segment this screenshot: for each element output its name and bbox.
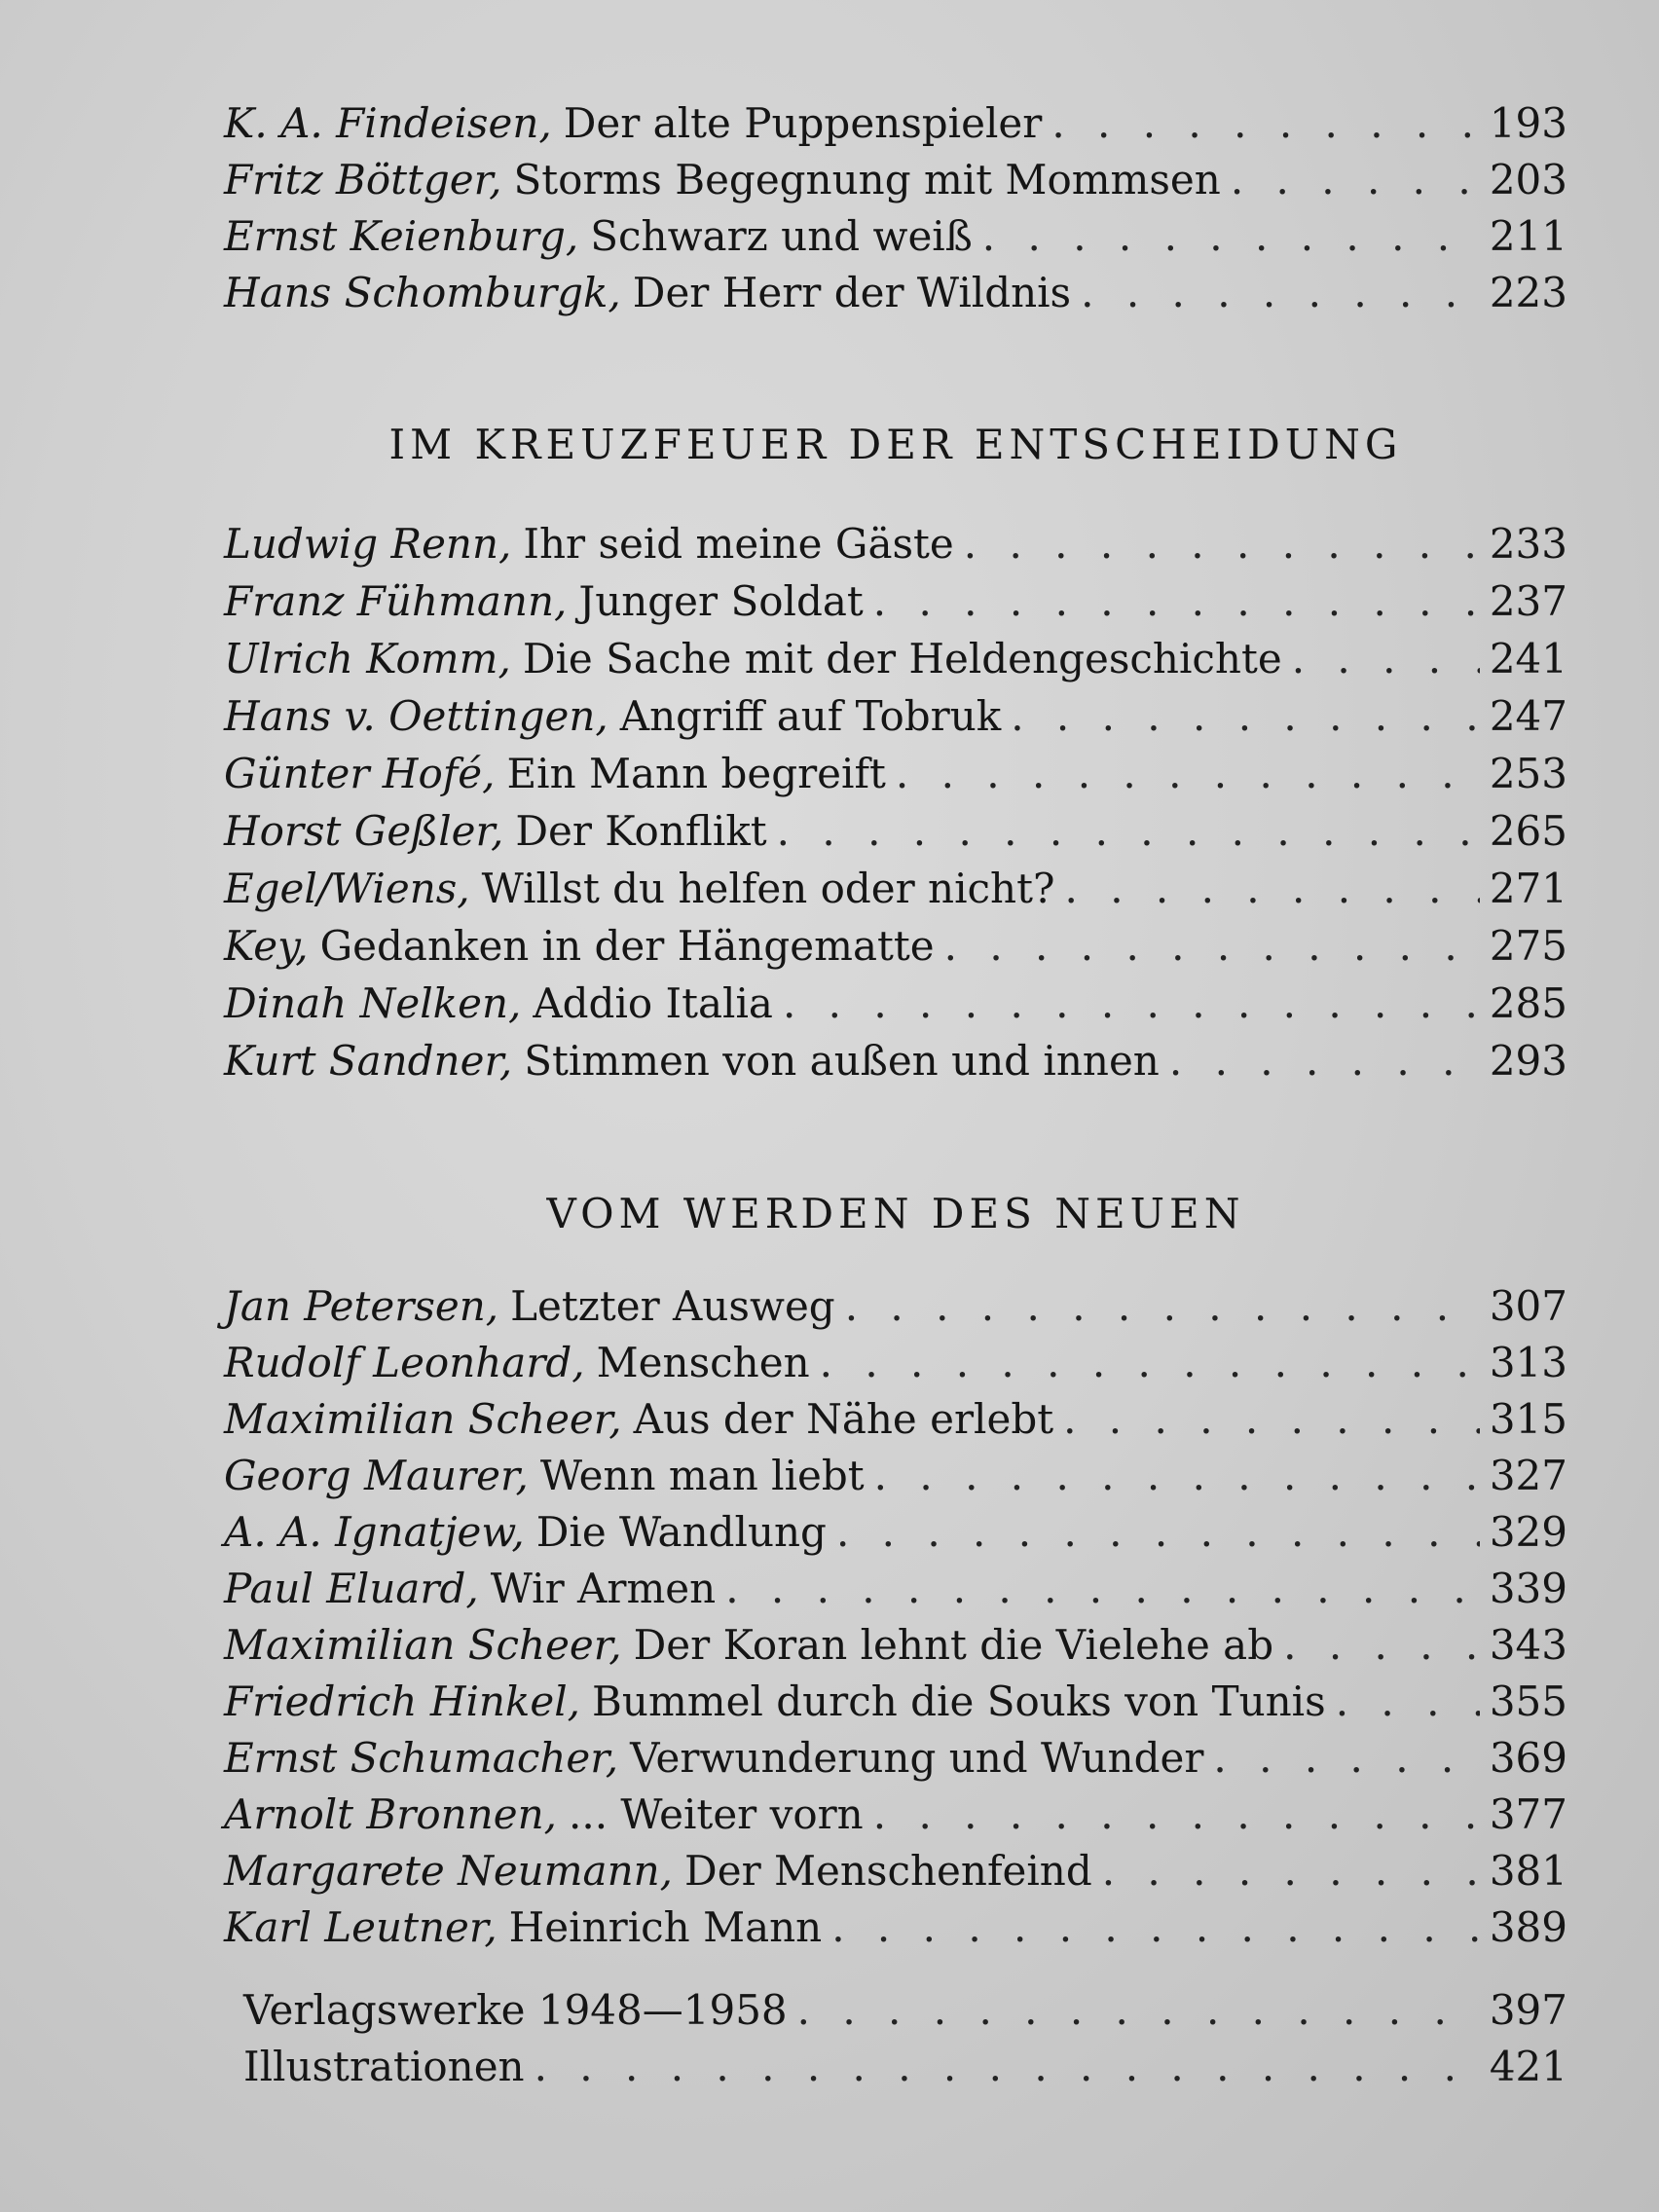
entry-author: Egel/Wiens, — [224, 865, 470, 912]
toc-entry — [224, 918, 1567, 975]
toc-entry — [224, 1899, 1567, 1956]
entry-title: Illustrationen — [243, 2043, 525, 2090]
entry-title: Wir Armen — [490, 1565, 717, 1612]
entry-page: 339 — [1489, 1565, 1567, 1612]
entry-author: Ludwig Renn, — [224, 520, 512, 568]
entry-page: 211 — [1489, 212, 1567, 260]
dot-leader — [1283, 1617, 1480, 1674]
entry-author: Friedrich Hinkel, — [224, 1677, 581, 1725]
entry-page: 389 — [1489, 1903, 1567, 1951]
section-heading: VOM WERDEN DES NEUEN — [546, 1190, 1245, 1237]
entry-title: Letzter Ausweg — [510, 1282, 835, 1330]
entry-page: 233 — [1489, 520, 1567, 568]
entry-title: Verlagswerke 1948—1958 — [243, 1986, 788, 2034]
entry-author: Jan Petersen, — [224, 1282, 499, 1330]
dot-leader — [783, 976, 1480, 1032]
dot-leader — [873, 573, 1480, 630]
toc-entry — [243, 1982, 1567, 2039]
dot-leader — [964, 516, 1480, 572]
toc-entry — [224, 746, 1567, 802]
entry-title: Ihr seid meine Gäste — [523, 520, 954, 568]
entry-author: Franz Fühmann, — [224, 577, 568, 625]
dot-leader — [1063, 1391, 1480, 1448]
entry-title: Heinrich Mann — [508, 1903, 823, 1951]
entry-author: A. A. Ignatjew, — [224, 1508, 525, 1556]
entry-title: Der Koran lehnt die Vielehe ab — [633, 1621, 1274, 1669]
entry-title: Der Konflikt — [515, 807, 767, 855]
toc-entry — [224, 688, 1567, 745]
toc-entry — [224, 1335, 1567, 1391]
entry-title: Der Menschenfeind — [684, 1847, 1092, 1895]
entry-author: Paul Eluard, — [224, 1565, 479, 1612]
toc-entry — [224, 631, 1567, 687]
entry-author: Arnolt Bronnen, — [224, 1790, 557, 1838]
toc-entry — [224, 573, 1567, 630]
entry-author: K. A. Findeisen, — [224, 99, 552, 147]
toc-entry — [224, 1674, 1567, 1730]
entry-page: 293 — [1489, 1037, 1567, 1085]
entry-title: Addio Italia — [533, 979, 773, 1027]
entry-title: Schwarz und weiß — [590, 212, 973, 260]
toc-entry — [224, 1787, 1567, 1843]
entry-author: Maximilian Scheer, — [224, 1395, 622, 1443]
entry-page: 241 — [1489, 635, 1567, 682]
dot-leader — [797, 1982, 1480, 2039]
dot-leader — [874, 1448, 1480, 1504]
toc-entry — [224, 1278, 1567, 1335]
entry-author: Günter Hofé, — [224, 750, 496, 797]
dot-leader — [873, 1787, 1480, 1843]
dot-leader — [1065, 861, 1480, 917]
entry-page: 397 — [1489, 1986, 1567, 2034]
toc-entry — [224, 976, 1567, 1032]
dot-leader — [1169, 1033, 1480, 1089]
toc-entry — [224, 1504, 1567, 1561]
entry-author: Karl Leutner, — [224, 1903, 498, 1951]
entry-title: Verwunderung und Wunder — [630, 1734, 1204, 1782]
entry-title: ... Weiter vorn — [569, 1790, 864, 1838]
toc-entry — [224, 208, 1567, 265]
dot-leader — [1292, 631, 1480, 687]
entry-page: 271 — [1489, 865, 1567, 912]
entry-page: 193 — [1489, 99, 1567, 147]
entry-page: 203 — [1489, 156, 1567, 203]
toc-entry — [224, 861, 1567, 917]
entry-author: Hans v. Oettingen, — [224, 692, 608, 740]
entry-title: Der alte Puppenspieler — [563, 99, 1043, 147]
entry-title: Willst du helfen oder nicht? — [481, 865, 1055, 912]
toc-entry — [224, 152, 1567, 208]
entry-page: 285 — [1489, 979, 1567, 1027]
dot-leader — [896, 746, 1480, 802]
entry-title: Die Wandlung — [535, 1508, 827, 1556]
toc-entry — [224, 1033, 1567, 1089]
entry-page: 237 — [1489, 577, 1567, 625]
entry-page: 247 — [1489, 692, 1567, 740]
dot-leader — [1336, 1674, 1480, 1730]
entry-page: 329 — [1489, 1508, 1567, 1556]
dot-leader — [836, 1504, 1480, 1561]
entry-page: 327 — [1489, 1452, 1567, 1499]
entry-author: Ulrich Komm, — [224, 635, 511, 682]
toc-entry — [224, 1730, 1567, 1787]
section-heading: IM KREUZFEUER DER ENTSCHEIDUNG — [388, 421, 1403, 468]
dot-leader — [1231, 152, 1480, 208]
dot-leader — [1102, 1843, 1480, 1899]
entry-page: 355 — [1489, 1677, 1567, 1725]
entry-page: 275 — [1489, 922, 1567, 970]
entry-author: Maximilian Scheer, — [224, 1621, 622, 1669]
dot-leader — [1051, 95, 1480, 152]
entry-title: Angriff auf Tobruk — [619, 692, 1002, 740]
entry-author: Georg Maurer, — [224, 1452, 529, 1499]
entry-author: Key, — [224, 922, 309, 970]
dot-leader — [725, 1561, 1480, 1617]
dot-leader — [1011, 688, 1480, 745]
entry-title: Stimmen von außen und innen — [524, 1037, 1160, 1085]
toc-entry — [224, 265, 1567, 321]
entry-author: Dinah Nelken, — [224, 979, 522, 1027]
entry-title: Ein Mann begreift — [506, 750, 886, 797]
toc-entry — [224, 1448, 1567, 1504]
entry-title: Menschen — [596, 1339, 810, 1386]
dot-leader — [820, 1335, 1480, 1391]
dot-leader — [535, 2039, 1480, 2095]
entry-author: Hans Schomburgk, — [224, 269, 621, 316]
entry-title: Der Herr der Wildnis — [632, 269, 1072, 316]
entry-page: 313 — [1489, 1339, 1567, 1386]
entry-title: Aus der Nähe erlebt — [633, 1395, 1054, 1443]
dot-leader — [831, 1899, 1480, 1956]
entry-page: 223 — [1489, 269, 1567, 316]
entry-author: Fritz Böttger, — [224, 156, 502, 203]
toc-entry — [224, 95, 1567, 152]
entry-title: Bummel durch die Souks von Tunis — [592, 1677, 1326, 1725]
entry-author: Rudolf Leonhard, — [224, 1339, 585, 1386]
toc-entry — [243, 2039, 1567, 2095]
entry-page: 315 — [1489, 1395, 1567, 1443]
entry-title: Junger Soldat — [578, 577, 864, 625]
dot-leader — [1081, 265, 1480, 321]
entry-page: 343 — [1489, 1621, 1567, 1669]
dot-leader — [777, 803, 1480, 860]
entry-author: Kurt Sandner, — [224, 1037, 513, 1085]
toc-entry — [224, 1843, 1567, 1899]
entry-page: 421 — [1489, 2043, 1567, 2090]
entry-author: Ernst Keienburg, — [224, 212, 579, 260]
entry-page: 265 — [1489, 807, 1567, 855]
entry-author: Ernst Schumacher, — [224, 1734, 619, 1782]
entry-page: 377 — [1489, 1790, 1567, 1838]
entry-page: 307 — [1489, 1282, 1567, 1330]
toc-entry — [224, 516, 1567, 572]
toc-entry — [224, 1391, 1567, 1448]
toc-entry — [224, 803, 1567, 860]
entry-title: Gedanken in der Hängematte — [319, 922, 935, 970]
entry-author: Horst Geßler, — [224, 807, 504, 855]
entry-page: 381 — [1489, 1847, 1567, 1895]
dot-leader — [982, 208, 1480, 265]
toc-entry — [224, 1617, 1567, 1674]
entry-page: 369 — [1489, 1734, 1567, 1782]
entry-title: Die Sache mit der Heldengeschichte — [522, 635, 1282, 682]
dot-leader — [845, 1278, 1480, 1335]
dot-leader — [1213, 1730, 1479, 1787]
entry-author: Margarete Neumann, — [224, 1847, 674, 1895]
entry-page: 253 — [1489, 750, 1567, 797]
entry-title: Wenn man liebt — [539, 1452, 865, 1499]
toc-entry — [224, 1561, 1567, 1617]
entry-title: Storms Begegnung mit Mommsen — [513, 156, 1221, 203]
dot-leader — [944, 918, 1480, 975]
